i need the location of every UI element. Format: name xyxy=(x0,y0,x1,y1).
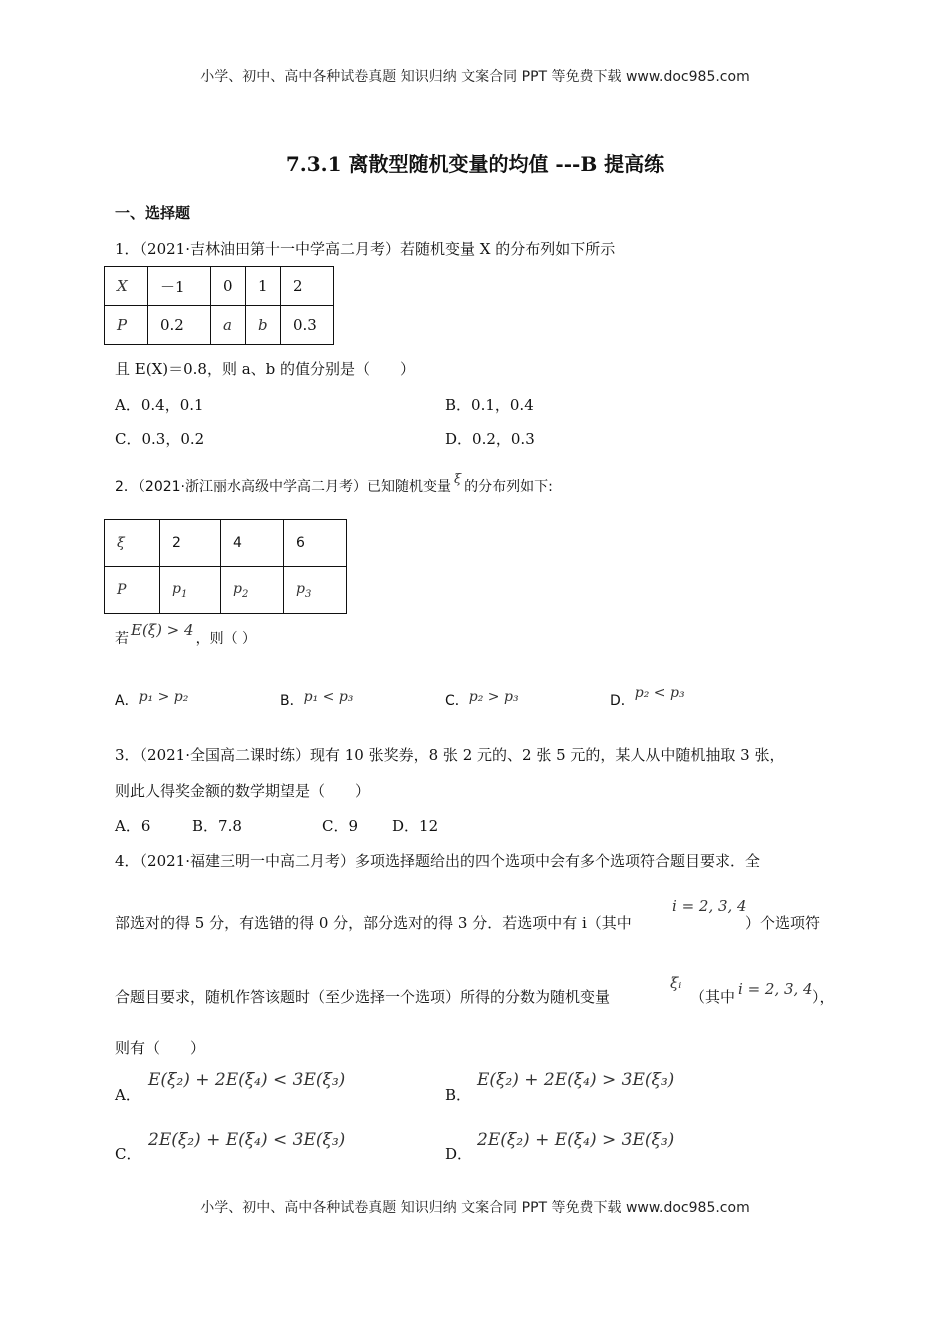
table-cell: 1 xyxy=(246,267,281,306)
q3-stem-line2: 则此人得奖金额的数学期望是（ ） xyxy=(115,782,371,800)
q4-option-a-math: E(ξ₂) + 2E(ξ₄) < 3E(ξ₃) xyxy=(148,1070,346,1090)
table-cell: $p_2$ xyxy=(221,567,284,614)
q4-stem-line2-end: ）个选项符 xyxy=(745,914,821,932)
table-cell: 2 xyxy=(281,267,334,306)
table-cell: ξ xyxy=(105,520,160,567)
q2-option-d: D．p₂ < p₃ xyxy=(610,685,685,709)
q2-option-b: B．p₁ < p₃ xyxy=(280,689,354,709)
q4-stem-line2: 部选对的得 5 分，有选错的得 0 分，部分选对的得 3 分．若选项中有 i（其中 xyxy=(115,914,632,932)
q4-index-set-2: i = 2, 3, 4 xyxy=(738,980,813,998)
q4-index-set: i = 2, 3, 4 xyxy=(672,897,747,915)
q3-stem-line1: 3．（2021·全国高二课时练）现有 10 张奖券，8 张 2 元的、2 张 5 元的，某人从中随机抽取 3 张， xyxy=(115,746,785,764)
q1-option-c: C．0.3，0.2 xyxy=(115,430,205,448)
q2-option-c: C．p₂ > p₃ xyxy=(445,689,519,709)
q1-condition: 且 E(X)＝0.8，则 a、b 的值分别是（ ） xyxy=(115,360,416,378)
table-cell: 6 xyxy=(284,520,347,567)
q3-option-d: D．12 xyxy=(392,817,439,835)
q3-option-c: C．9 xyxy=(322,817,359,835)
q4-option-d-math: 2E(ξ₂) + E(ξ₄) > 3E(ξ₃) xyxy=(477,1130,675,1150)
table-cell: a xyxy=(211,306,246,345)
table-row xyxy=(105,520,347,567)
table-cell: X xyxy=(105,267,148,306)
q4-stem-line3-end: ）， xyxy=(812,988,835,1006)
q1-distribution-table xyxy=(104,266,334,345)
q4-option-d-label: D． xyxy=(445,1145,473,1163)
q2-condition-text-end: ，则（ ） xyxy=(195,631,257,647)
q4-option-c-math: 2E(ξ₂) + E(ξ₄) < 3E(ξ₃) xyxy=(148,1130,346,1150)
q1-option-a: A．0.4，0.1 xyxy=(115,396,204,414)
page-footer: 小学、初中、高中各种试卷真题 知识归纳 文案合同 PPT 等免费下载 www.doc985.com xyxy=(200,1200,750,1216)
page-header: 小学、初中、高中各种试卷真题 知识归纳 文案合同 PPT 等免费下载 www.doc985.com xyxy=(200,69,750,85)
table-cell: $p_3$ xyxy=(284,567,347,614)
xi-symbol: ξ xyxy=(454,472,462,487)
table-cell: P xyxy=(105,306,148,345)
table-cell: b xyxy=(246,306,281,345)
q4-option-c-label: C． xyxy=(115,1145,142,1163)
table-cell: 0.3 xyxy=(281,306,334,345)
table-cell: 4 xyxy=(221,520,284,567)
q2-condition-math: E(ξ) > 4 xyxy=(131,621,194,639)
xi-i-symbol: ξᵢ xyxy=(670,974,682,992)
q2-stem xyxy=(115,472,553,496)
q4-stem-line4: 则有（ ） xyxy=(115,1039,206,1057)
table-cell: P xyxy=(105,567,160,614)
page-title: 7.3.1 离散型随机变量的均值 ---B 提高练 xyxy=(285,152,665,176)
table-cell: －1 xyxy=(148,267,211,306)
q2-distribution-table xyxy=(104,519,347,614)
q4-option-b-math: E(ξ₂) + 2E(ξ₄) > 3E(ξ₃) xyxy=(477,1070,675,1090)
q4-stem-line1: 4．（2021·福建三明一中高二月考）多项选择题给出的四个选项中会有多个选项符合题目要求．全 xyxy=(115,852,760,870)
q1-stem: 1．（2021·吉林油田第十一中学高二月考）若随机变量 X 的分布列如下所示 xyxy=(115,240,616,258)
q1-option-b: B．0.1，0.4 xyxy=(445,396,534,414)
q4-option-b-label: B． xyxy=(445,1086,472,1104)
q4-stem-line3: 合题目要求，随机作答该题时（至少选择一个选项）所得的分数为随机变量 xyxy=(115,988,611,1006)
table-cell: 2 xyxy=(160,520,221,567)
q4-option-a-label: A． xyxy=(115,1086,141,1104)
q1-option-d: D．0.2，0.3 xyxy=(445,430,535,448)
q2-stem-text-end: 的分布列如下: xyxy=(464,479,553,495)
table-cell: $p_1$ xyxy=(160,567,221,614)
q2-condition xyxy=(115,621,257,648)
table-cell: 0.2 xyxy=(148,306,211,345)
section-heading: 一、选择题 xyxy=(115,204,191,222)
q3-option-b: B．7.8 xyxy=(192,817,242,835)
q4-stem-line3-mid: （其中 xyxy=(690,988,736,1006)
q2-stem-text: 2．（2021·浙江丽水高级中学高二月考）已知随机变量 xyxy=(115,479,451,495)
table-row xyxy=(105,306,334,345)
table-row xyxy=(105,267,334,306)
table-cell: 0 xyxy=(211,267,246,306)
q3-option-a: A．6 xyxy=(115,817,151,835)
q2-condition-text: 若 xyxy=(115,631,129,647)
q2-option-a: A．p₁ > p₂ xyxy=(115,689,189,709)
table-row xyxy=(105,567,347,614)
